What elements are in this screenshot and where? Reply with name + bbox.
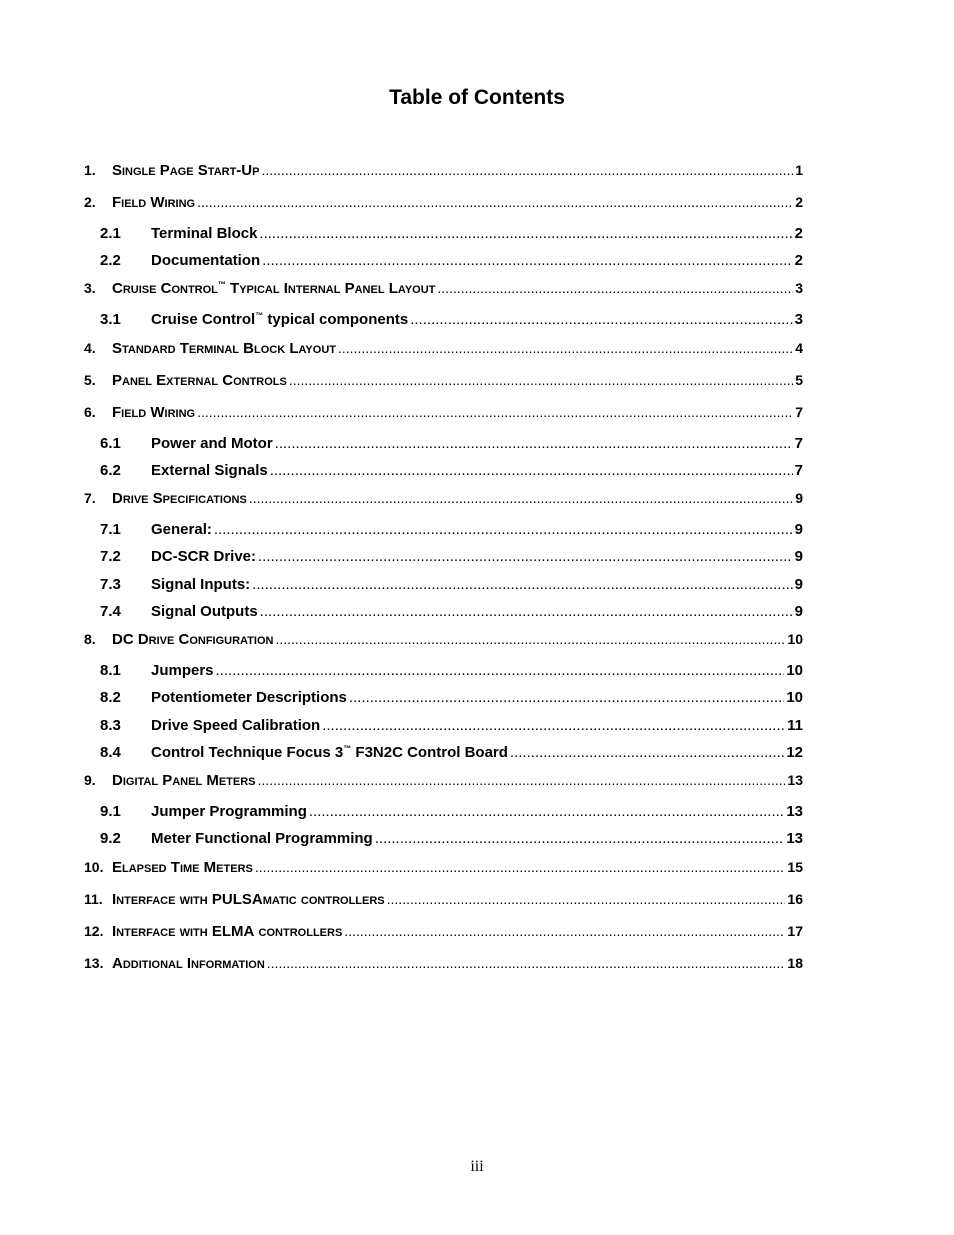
toc-number: 10. <box>84 859 104 875</box>
dot-leader <box>259 224 792 244</box>
toc-entry-6-2[interactable] <box>100 461 803 481</box>
dot-leader <box>261 160 793 180</box>
dot-leader <box>322 716 785 736</box>
toc-entry-6[interactable] <box>84 402 803 422</box>
dot-leader <box>252 575 792 595</box>
toc-label: Interface with PULSAmatic controllers <box>112 891 385 908</box>
toc-entry-9-1[interactable] <box>100 802 803 822</box>
toc-number: 7.2 <box>100 548 121 565</box>
toc-number: 5. <box>84 372 96 388</box>
toc-page-number: 4 <box>795 340 803 356</box>
toc-entry-6-1[interactable] <box>100 434 803 454</box>
toc-page-number: 3 <box>795 280 803 296</box>
toc-label: Potentiometer Descriptions <box>151 689 347 706</box>
toc-label: Documentation <box>151 252 261 269</box>
toc-label: Jumper Programming <box>151 803 307 820</box>
toc-label: Signal Inputs: <box>151 576 251 593</box>
toc-entry-3-1[interactable] <box>100 310 803 330</box>
toc-number: 12. <box>84 923 104 939</box>
toc-page-number: 2 <box>794 225 803 242</box>
dot-leader <box>309 802 784 822</box>
toc-entry-2-1[interactable] <box>100 224 803 244</box>
dot-leader <box>214 520 793 540</box>
toc-number: 8. <box>84 631 96 647</box>
toc-label: Drive Specifications <box>112 490 247 507</box>
toc-entry-7[interactable] <box>84 488 803 508</box>
toc-page-number: 7 <box>795 404 803 420</box>
toc-page-number: 3 <box>794 311 803 328</box>
toc-number: 7.3 <box>100 576 121 593</box>
toc-label: Elapsed Time Meters <box>112 859 253 876</box>
toc-page-number: 9 <box>794 548 803 565</box>
dot-leader <box>197 402 793 422</box>
toc-page-number: 5 <box>795 372 803 388</box>
trademark-symbol: ™ <box>343 744 352 753</box>
toc-entry-8-3[interactable] <box>100 716 803 736</box>
toc-page-number: 9 <box>794 603 803 620</box>
toc-page-number: 7 <box>794 435 803 452</box>
toc-label: Additional Information <box>112 955 265 972</box>
dot-leader <box>410 310 792 330</box>
toc-label: External Signals <box>151 462 268 479</box>
toc-entry-3[interactable] <box>84 278 803 298</box>
toc-page-number: 10 <box>787 631 803 647</box>
dot-leader <box>510 743 784 763</box>
dot-leader <box>216 661 785 681</box>
toc-number: 1. <box>84 162 96 178</box>
toc-entry-13[interactable] <box>84 953 803 973</box>
toc-entry-8-1[interactable] <box>100 661 803 681</box>
trademark-symbol: ™ <box>217 280 226 289</box>
toc-page-number: 10 <box>786 689 803 706</box>
toc-page-number: 7 <box>794 462 803 479</box>
toc-label: Control Technique Focus 3™ F3N2C Control Board <box>151 744 508 761</box>
dot-leader <box>375 829 785 849</box>
toc-entry-9-2[interactable] <box>100 829 803 849</box>
toc-page-number: 15 <box>787 859 803 875</box>
toc-number: 2.1 <box>100 225 121 242</box>
toc-number: 9.1 <box>100 803 121 820</box>
toc-number: 6. <box>84 404 96 420</box>
toc-number: 7.1 <box>100 521 121 538</box>
toc-label: Power and Motor <box>151 435 273 452</box>
toc-page-number: 10 <box>786 662 803 679</box>
toc-number: 3.1 <box>100 311 121 328</box>
toc-label: Meter Functional Programming <box>151 830 373 847</box>
toc-label: Cruise Control™ Typical Internal Panel Layout <box>112 280 436 297</box>
dot-leader <box>267 953 786 973</box>
toc-number: 8.2 <box>100 689 121 706</box>
toc-label: Interface with ELMA controllers <box>112 923 343 940</box>
toc-page-number: 11 <box>787 717 803 734</box>
toc-number: 2.2 <box>100 252 121 269</box>
toc-entry-7-2[interactable] <box>100 547 803 567</box>
toc-number: 4. <box>84 340 96 356</box>
dot-leader <box>255 857 786 877</box>
dot-leader <box>437 278 793 298</box>
dot-leader <box>344 921 785 941</box>
toc-label: Drive Speed Calibration <box>151 717 321 734</box>
toc-number: 11. <box>84 891 103 907</box>
dot-leader <box>289 370 793 390</box>
dot-leader <box>249 488 793 508</box>
toc-label: Single Page Start-Up <box>112 162 260 179</box>
dot-leader <box>349 688 784 708</box>
toc-label: Cruise Control™ typical components <box>151 311 409 328</box>
toc-page-number: 12 <box>786 744 803 761</box>
toc-entry-8[interactable] <box>84 629 803 649</box>
toc-page-number: 9 <box>794 521 803 538</box>
toc-number: 8.3 <box>100 717 121 734</box>
toc-entry-12[interactable] <box>84 921 803 941</box>
toc-page-number: 1 <box>795 162 803 178</box>
toc-number: 8.1 <box>100 662 121 679</box>
toc-number: 7.4 <box>100 603 121 620</box>
dot-leader <box>270 461 793 481</box>
page-number-footer: iii <box>470 1158 484 1175</box>
toc-entry-11[interactable] <box>84 889 803 909</box>
dot-leader <box>275 434 793 454</box>
toc-page-number: 13 <box>786 803 803 820</box>
toc-number: 7. <box>84 490 96 506</box>
trademark-symbol: ™ <box>255 311 264 320</box>
toc-label: General: <box>151 521 212 538</box>
toc-label: Signal Outputs <box>151 603 258 620</box>
toc-label: Jumpers <box>151 662 214 679</box>
toc-entry-7-4[interactable] <box>100 602 803 622</box>
toc-page-number: 13 <box>786 830 803 847</box>
page-title: Table of Contents <box>389 86 565 109</box>
dot-leader <box>197 192 793 212</box>
toc-page-number: 17 <box>787 923 803 939</box>
toc-entry-1[interactable] <box>84 160 803 180</box>
toc-page-number: 2 <box>795 194 803 210</box>
toc-label: Panel External Controls <box>112 372 287 389</box>
toc-label: DC-SCR Drive: <box>151 548 257 565</box>
toc-entry-8-2[interactable] <box>100 688 803 708</box>
toc-page-number: 9 <box>795 490 803 506</box>
toc-page-number: 9 <box>794 576 803 593</box>
toc-number: 9.2 <box>100 830 121 847</box>
toc-entry-4[interactable] <box>84 338 803 358</box>
toc-number: 2. <box>84 194 96 210</box>
toc-page-number: 16 <box>787 891 803 907</box>
dot-leader <box>258 770 786 790</box>
toc-label: Digital Panel Meters <box>112 772 256 789</box>
toc-number: 9. <box>84 772 96 788</box>
dot-leader <box>260 602 793 622</box>
toc-entry-8-4[interactable] <box>100 743 803 763</box>
toc-number: 6.2 <box>100 462 121 479</box>
toc-label: Standard Terminal Block Layout <box>112 340 336 357</box>
toc-label: Terminal Block <box>151 225 258 242</box>
toc-number: 13. <box>84 955 104 971</box>
toc-number: 3. <box>84 280 96 296</box>
toc-entry-7-1[interactable] <box>100 520 803 540</box>
toc-label: Field Wiring <box>112 194 196 211</box>
toc-page-number: 18 <box>787 955 803 971</box>
toc-number: 8.4 <box>100 744 121 761</box>
toc-entry-2[interactable] <box>84 192 803 212</box>
toc-entry-10[interactable] <box>84 857 803 877</box>
toc-entry-5[interactable] <box>84 370 803 390</box>
toc-entry-2-2[interactable] <box>100 251 803 271</box>
dot-leader <box>275 629 785 649</box>
toc-page-number: 13 <box>787 772 803 788</box>
toc-label: Field Wiring <box>112 404 196 421</box>
dot-leader <box>338 338 793 358</box>
toc-label: DC Drive Configuration <box>112 631 274 648</box>
dot-leader <box>258 547 793 567</box>
toc-page-number: 2 <box>794 252 803 269</box>
dot-leader <box>387 889 786 909</box>
dot-leader <box>262 251 792 271</box>
toc-entry-9[interactable] <box>84 770 803 790</box>
toc-number: 6.1 <box>100 435 121 452</box>
toc-entry-7-3[interactable] <box>100 575 803 595</box>
